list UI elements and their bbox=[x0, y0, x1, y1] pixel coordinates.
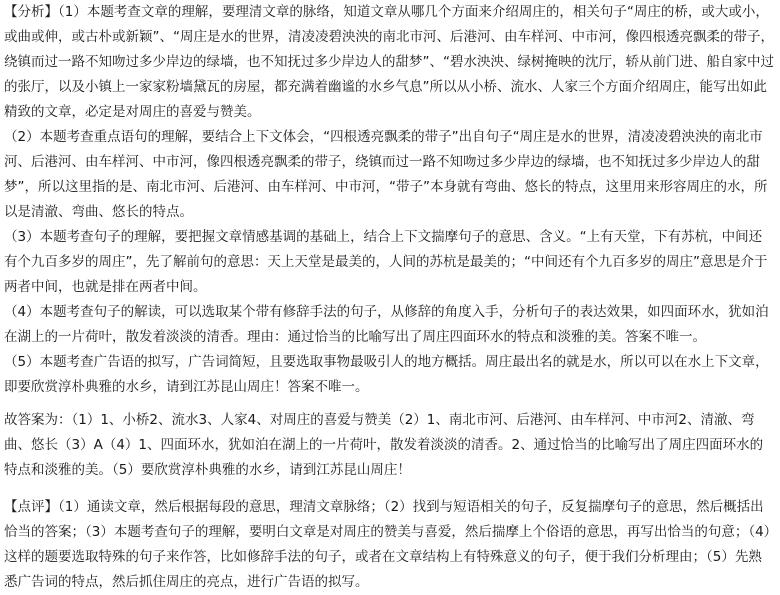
answer-section bbox=[4, 408, 774, 483]
analysis-part-5: （5）本题考查广告语的拟写，广告词简短，且要选取事物最吸引人的地方概括。周庄最出名的就是水，所以可以在水上下文章，即要欣赏淳朴典雅的水乡，请到江苏昆山周庄！答案不唯一。 bbox=[4, 354, 769, 395]
comment-section bbox=[4, 495, 774, 595]
analysis-part-2: （2）本题考查重点语句的理解，要结合上下文体会，“四根透亮飘柔的带子”出自句子“周庄是水的世界，清凌凌碧泱泱的南北市河、后港河、由车样河、中市河，像四根透亮飘柔的带子，绕镇而过一路不知吻过多少岸边的绿墙，也不知抚过多少岸边人的甜梦”，所以这里指的是、南北市河、后港河、由车样河、中市河，“带子”本身就有弯曲、悠长的特点，这里用来形容周庄的水，所以是清澈、弯曲、悠长的特点。 bbox=[4, 129, 768, 220]
spacer bbox=[4, 483, 774, 495]
analysis-part-1: 【分析】（1）本题考查文章的理解，要理清文章的脉络，知道文章从哪几个方面来介绍周庄的，相关句子“周庄的桥，或大或小，或曲或伸，或古朴或新颖”、“周庄是水的世界，清凌凌碧泱泱的南北市河、后港河、由车样河、中市河，像四根透亮飘柔的带子，绕镇而过一路不知吻过多少岸边的绿墙，也不知抚过多少岸边人的甜梦”、“碧水泱泱、绿树掩映的沈厅，轿从前门进、船自家中过的张厅，以及小镇上一家家粉墙黛瓦的房屋，都充满着幽谧的水乡气息”所以从小桥、流水、人家三个方面介绍周庄，能写出如此精致的文章，必定是对周庄的喜爱与赞美。 bbox=[4, 4, 774, 120]
analysis-part-4: （4）本题考查句子的解读，可以选取某个带有修辞手法的句子，从修辞的角度入手，分析句子的表达效果，如四面环水，犹如泊在湖上的一片荷叶，散发着淡淡的清香。理由：通过恰当的比喻写出了周庄四面环水的特点和淡雅的美。答案不唯一。 bbox=[4, 304, 769, 345]
analysis-part-3: （3）本题考查句子的理解，要把握文章情感基调的基础上，结合上下文揣摩句子的意思、含义。“上有天堂，下有苏杭，中间还有个九百多岁的周庄”，先了解前句的意思：天上天堂是最美的，人间的苏杭是最美的；“中间还有个九百多岁的周庄”意思是介于两者中间，也就是排在两者中间。 bbox=[4, 229, 768, 295]
answer-text: 故答案为：（1）1、小桥2、流水3、人家4、对周庄的喜爱与赞美（2）1、南北市河、后港河、由车样河、中市河2、清澈、弯曲、悠长（3）A（4）1、四面环水，犹如泊在湖上的一片荷叶，散发着淡淡的清香。2、通过恰当的比喻写出了周庄四面环水的特点和淡雅的美。（5）要欣赏淳朴典雅的水乡，请到江苏昆山周庄！ bbox=[4, 412, 764, 478]
comment-text: 【点评】（1）通读文章，然后根据每段的意思，理清文章脉络；（2）找到与短语相关的句子，反复揣摩句子的意思，然后概括出恰当的答案；（3）本题考查句子的理解，要明白文章是对周庄的赞美与喜爱，然后揣摩上个俗语的意思，再写出恰当的句意；（4）这样的题要选取特殊的句子来作答，比如修辞手法的句子，或者在文章结构上有特殊意义的句子，便于我们分析理由；（5）先熟悉广告词的特点，然后抓住周庄的亮点，进行广告语的拟写。 bbox=[4, 499, 771, 590]
analysis-section bbox=[4, 0, 774, 400]
spacer bbox=[4, 400, 774, 408]
